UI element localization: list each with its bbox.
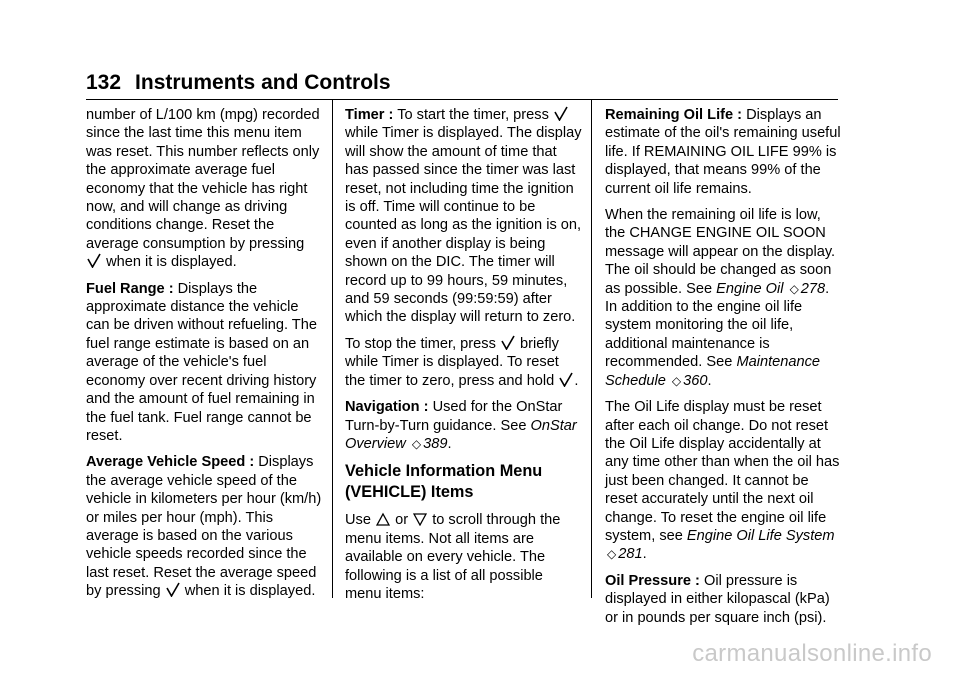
- use-paragraph: [345, 511, 583, 603]
- maintenance-schedule-link[interactable]: Maintenance Schedule: [605, 354, 821, 389]
- timer-paragraph: [345, 106, 583, 327]
- avg-consumption-paragraph: [86, 106, 324, 272]
- timer-text: To start the timer, press: [397, 107, 549, 123]
- timer-stop-text-cont: briefly while Timer is displayed. To reset the timer to zero, press and hold: [345, 335, 559, 389]
- maintenance-schedule-page[interactable]: 360: [683, 372, 708, 389]
- engine-oil-life-system-link[interactable]: Engine Oil Life System: [686, 527, 835, 544]
- timer-stop-text: To stop the timer, press: [345, 335, 496, 352]
- check-button-icon: [166, 582, 180, 597]
- navigation-text: Used for the OnStar Turn-by-Turn guidance. See: [345, 399, 563, 434]
- engine-oil-page[interactable]: 278: [800, 280, 826, 297]
- fuel-range-label: Fuel Range :: [86, 280, 174, 297]
- engine-oil-life-system-page[interactable]: 281: [618, 546, 643, 563]
- fuel-range-text: Displays the approximate distance the vehicle can be driven without refueling. The fuel range estimate is based on an average of the vehicle's fuel economy over recent driving history and the amount of fuel remaining in the fuel tank. Fuel range cannot be reset.: [86, 280, 317, 444]
- avg-speed-label: Average Vehicle Speed :: [86, 454, 255, 471]
- oil-pressure-text: Oil pressure is displayed in either kilopascal (kPa) or in pounds per square inch (psi).: [605, 572, 830, 626]
- column-3: [605, 106, 843, 635]
- section-heading: Vehicle Information Menu (VEHICLE) Items: [345, 462, 543, 502]
- oil-low-text-cont: . In addition to the engine oil life system monitoring the oil life, additional maintenance is recommended. See: [605, 280, 830, 371]
- oil-pressure-label: Oil Pressure :: [605, 572, 700, 589]
- down-arrow-icon: [413, 512, 427, 526]
- oil-low-paragraph: [605, 206, 843, 390]
- fuel-range-paragraph: [86, 280, 324, 446]
- column-2: [345, 106, 583, 611]
- check-button-icon: [554, 106, 568, 121]
- onstar-overview-page[interactable]: 389: [423, 435, 448, 452]
- avg-speed-paragraph: [86, 453, 324, 600]
- column-1: [86, 106, 324, 609]
- page-ref-icon: ◇: [411, 436, 422, 451]
- column-divider-1: [332, 100, 333, 598]
- page-ref-icon: ◇: [789, 281, 799, 296]
- or-text: or: [395, 512, 409, 529]
- oil-reset-text: The Oil Life display must be reset after each oil change. Do not reset the Oil Life display accidentally at any time other than when the oil has just been changed. It cannot be reset accurately until the next oil change. To reset the engine oil life system, see: [605, 399, 840, 544]
- onstar-overview-link[interactable]: OnStar Overview: [345, 417, 577, 452]
- check-button-icon: [559, 372, 573, 387]
- navigation-end: .: [447, 435, 452, 452]
- engine-oil-link[interactable]: Engine Oil: [716, 280, 784, 297]
- avg-speed-text: Displays the average vehicle speed of the vehicle in kilometers per hour (km/h) or miles per hour (mph). This average is based on the various vehicle speeds recorded since the last reset. Reset the average speed by pressing: [86, 454, 322, 600]
- oil-life-paragraph: [605, 106, 843, 198]
- oil-life-text: Displays an estimate of the oil's remaining useful life. If REMAINING OIL LIFE 99% is displayed, that means 99% of the current oil life remains.: [605, 107, 841, 197]
- page-header: [86, 68, 391, 98]
- page-ref-icon: ◇: [671, 373, 682, 388]
- avg-speed-end: when it is displayed.: [184, 583, 316, 600]
- navigation-label: Navigation :: [345, 399, 429, 416]
- navigation-paragraph: [345, 398, 583, 453]
- check-button-icon: [87, 253, 101, 268]
- oil-reset-end: .: [642, 546, 647, 563]
- check-button-icon: [501, 335, 515, 350]
- timer-label: Timer :: [345, 107, 394, 123]
- section-title: Instruments and Controls: [135, 71, 391, 94]
- up-arrow-icon: [376, 512, 390, 526]
- avg-consumption-end: when it is displayed.: [106, 254, 237, 271]
- use-text: Use: [345, 512, 371, 529]
- avg-consumption-text: number of L/100 km (mpg) recorded since the last time this menu item was reset. This number reflects only the approximate average fuel economy that the vehicle has right now, and will change as driving conditions change. Reset the average consumption by pressing: [86, 107, 320, 252]
- oil-pressure-paragraph: [605, 572, 843, 627]
- oil-low-text: When the remaining oil life is low, the CHANGE ENGINE OIL SOON message will appear on the display. The oil should be changed as soon as possible. See: [605, 207, 836, 297]
- timer-text-cont: while Timer is displayed. The display will show the amount of time that has passed since the timer was last reset, not including time the ignition is off. Time will continue to be counted as long as the ignition is on, even if another display is being shown on the DIC. The timer will record up to 99 hours, 59 minutes, and 59 seconds (99:59:59) after which the display will return to zero.: [345, 125, 582, 326]
- page-number: 132: [86, 71, 122, 94]
- oil-life-label: Remaining Oil Life :: [605, 107, 743, 123]
- timer-stop-paragraph: [345, 335, 583, 390]
- watermark: carmanualsonline.info: [692, 640, 932, 667]
- timer-stop-end: .: [574, 372, 579, 389]
- column-divider-2: [591, 100, 592, 598]
- oil-low-end: .: [707, 372, 712, 389]
- oil-reset-paragraph: [605, 398, 843, 564]
- use-text-cont: to scroll through the menu items. Not all items are available on every vehicle. The following is a list of all possible menu items:: [345, 512, 561, 602]
- header-rule: [86, 99, 838, 100]
- page-ref-icon: ◇: [607, 547, 617, 562]
